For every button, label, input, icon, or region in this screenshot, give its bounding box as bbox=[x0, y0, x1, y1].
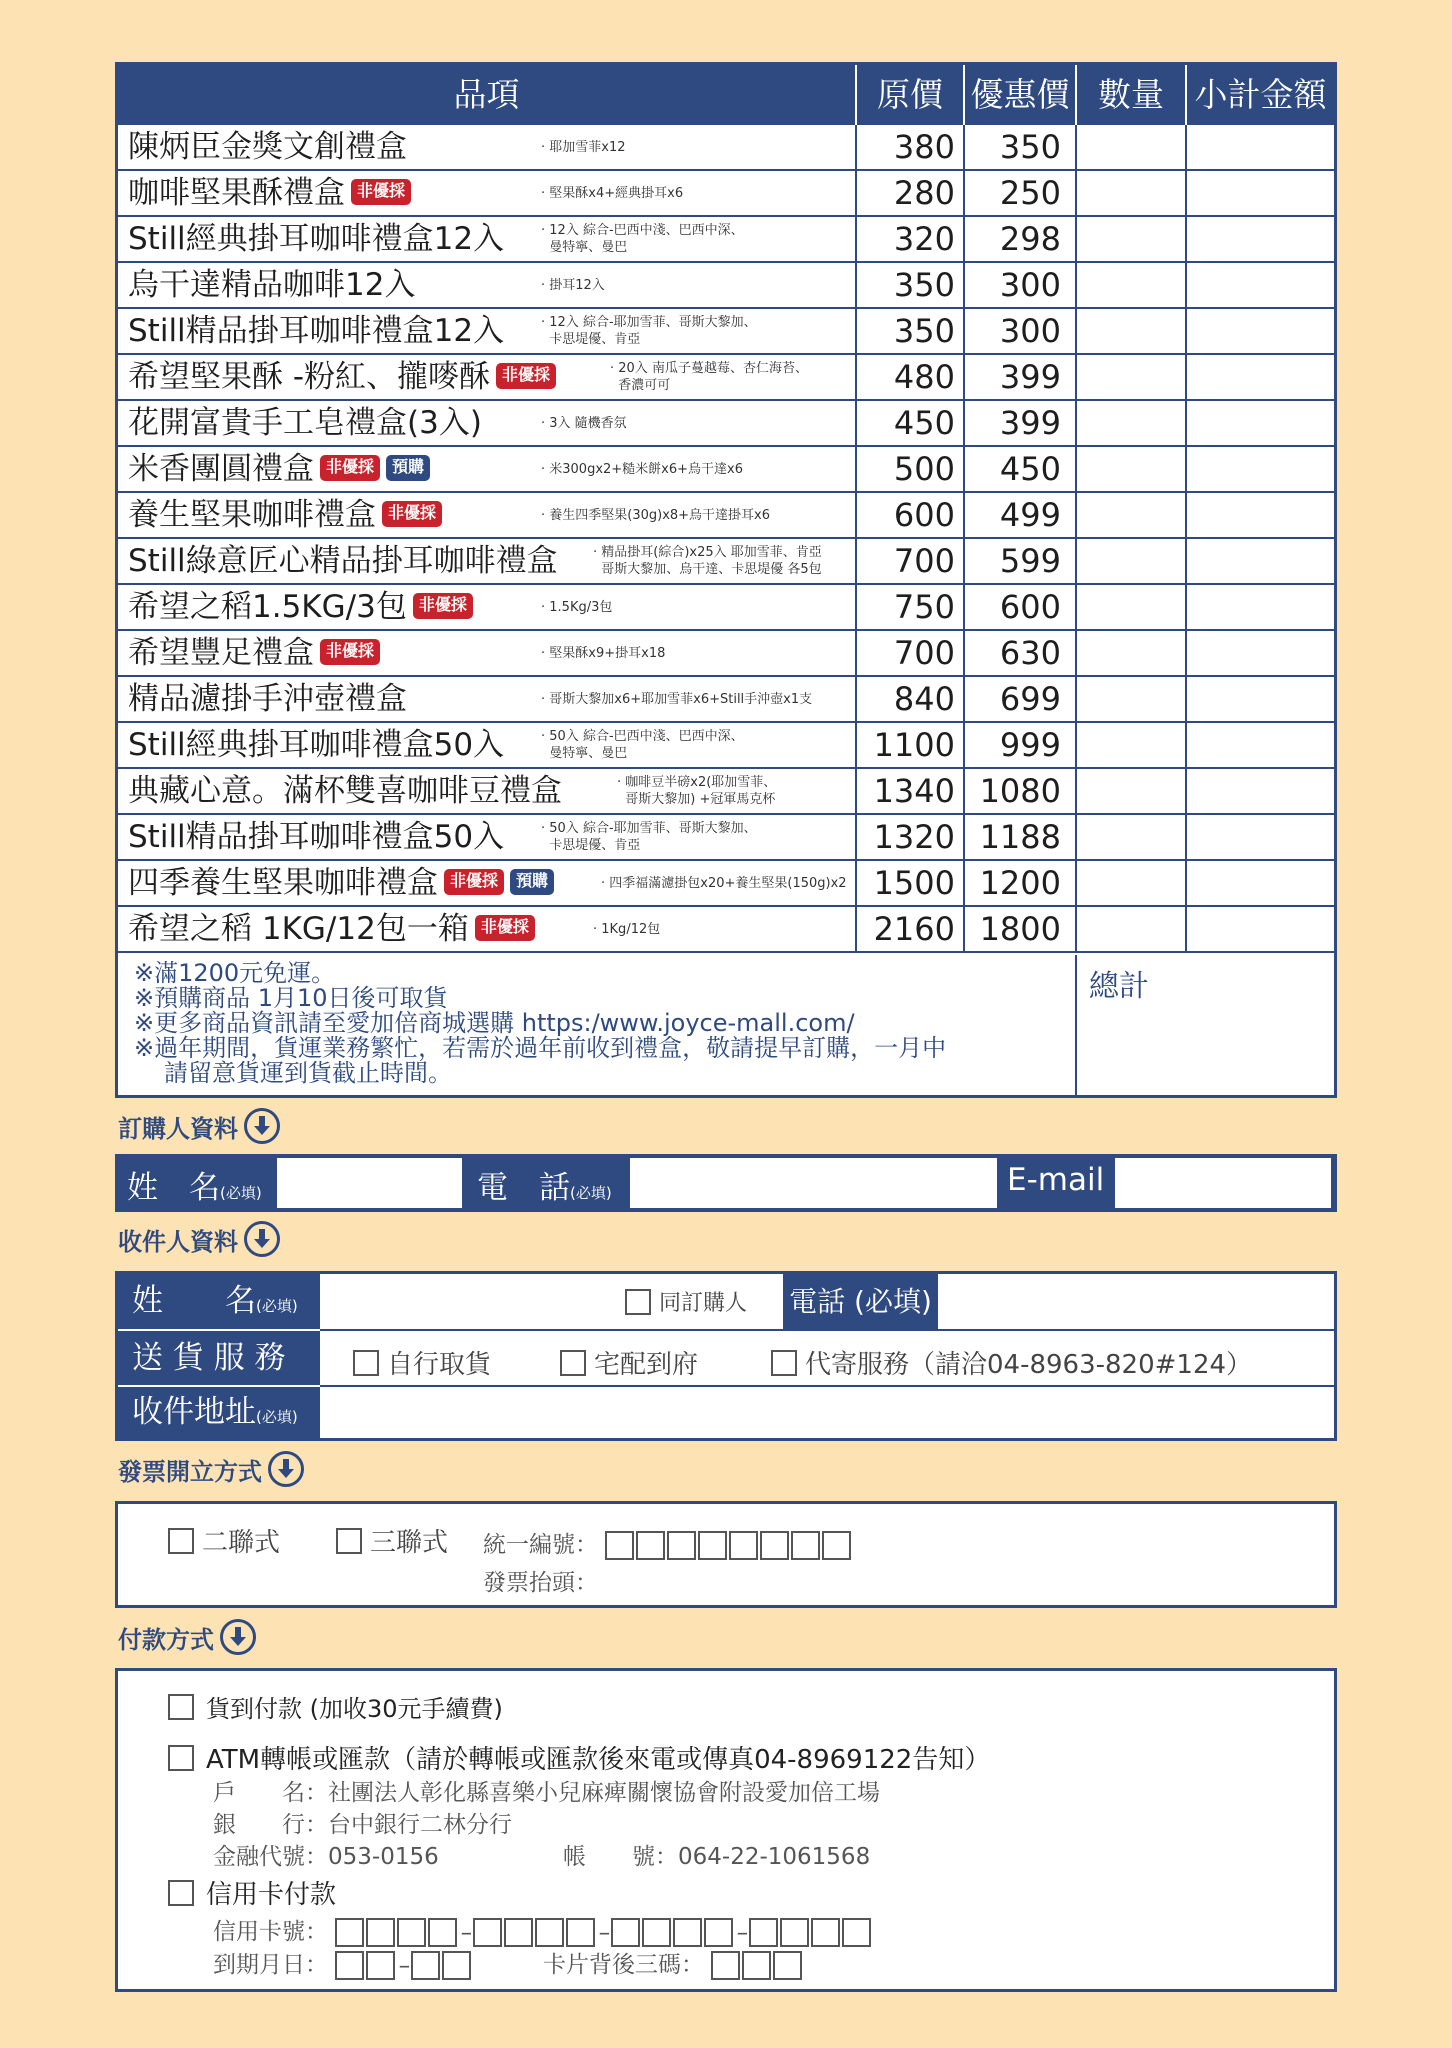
item-name-text: Still經典掛耳咖啡禮盒12入 bbox=[128, 221, 505, 257]
item-description-line: · 1.5Kg/3包 bbox=[541, 599, 613, 615]
option-label: 自行取貨 bbox=[387, 1350, 492, 1380]
item-subtotal-input[interactable] bbox=[1187, 309, 1334, 353]
item-cell bbox=[118, 125, 857, 169]
item-badge: 非優採 bbox=[351, 179, 411, 205]
item-cell bbox=[118, 263, 857, 307]
option-label: 二聯式 bbox=[202, 1528, 281, 1558]
checkbox[interactable] bbox=[168, 1528, 194, 1554]
item-price: 350 bbox=[857, 263, 965, 307]
table-row bbox=[118, 125, 1334, 171]
item-description-line: · 米300gx2+糙米餅x6+烏干達x6 bbox=[541, 461, 744, 477]
item-qty-input[interactable] bbox=[1077, 585, 1187, 629]
payment-credit-option[interactable] bbox=[168, 1874, 336, 1911]
item-price: 280 bbox=[857, 171, 965, 215]
cvv-input[interactable] bbox=[711, 1951, 804, 1980]
checkbox[interactable] bbox=[771, 1350, 797, 1376]
item-description-line: 曼特寧、曼巴 bbox=[541, 746, 628, 761]
item-description bbox=[593, 539, 822, 583]
buyer-email-input[interactable] bbox=[1115, 1158, 1331, 1208]
item-name bbox=[128, 493, 442, 537]
table-row bbox=[118, 493, 1334, 539]
item-badge: 非優採 bbox=[444, 869, 504, 895]
item-name bbox=[128, 769, 562, 813]
item-qty-input[interactable] bbox=[1077, 723, 1187, 767]
note-line: 請留意貨運到貨截止時間。 bbox=[164, 1059, 452, 1087]
item-discount-price: 1188 bbox=[965, 815, 1077, 859]
invoice-box bbox=[115, 1501, 1337, 1608]
item-discount-price: 350 bbox=[965, 125, 1077, 169]
item-cell bbox=[118, 723, 857, 767]
table-row bbox=[118, 263, 1334, 309]
expiry-field bbox=[213, 1946, 473, 1980]
label-text: 姓 名 bbox=[127, 1170, 220, 1206]
item-subtotal-input[interactable] bbox=[1187, 861, 1334, 905]
recipient-section-title bbox=[118, 1221, 280, 1257]
item-qty-input[interactable] bbox=[1077, 401, 1187, 445]
table-row bbox=[118, 677, 1334, 723]
buyer-form bbox=[115, 1154, 1337, 1212]
buyer-name-label bbox=[127, 1162, 262, 1207]
item-description-line: · 精品掛耳(綜合)x25入 耶加雪菲、肯亞 bbox=[593, 545, 822, 560]
item-qty-input[interactable] bbox=[1077, 539, 1187, 583]
item-discount-price: 1200 bbox=[965, 861, 1077, 905]
cvv-label: 卡片背後三碼： bbox=[543, 1952, 704, 1978]
item-discount-price: 300 bbox=[965, 309, 1077, 353]
item-subtotal-input[interactable] bbox=[1187, 125, 1334, 169]
item-discount-price: 630 bbox=[965, 631, 1077, 675]
table-header bbox=[118, 65, 1334, 125]
required-mark: (必填) bbox=[570, 1184, 612, 1202]
option-label: 三聯式 bbox=[370, 1528, 449, 1558]
item-discount-price: 599 bbox=[965, 539, 1077, 583]
table-row bbox=[118, 309, 1334, 355]
table-row bbox=[118, 723, 1334, 769]
table-row bbox=[118, 355, 1334, 401]
item-price: 480 bbox=[857, 355, 965, 399]
expiry-input[interactable]: – bbox=[335, 1951, 473, 1980]
delivery-option-home[interactable] bbox=[560, 1344, 698, 1381]
buyer-section-title bbox=[118, 1108, 280, 1144]
payment-atm-option[interactable] bbox=[168, 1739, 990, 1776]
item-qty-input[interactable] bbox=[1077, 815, 1187, 859]
item-cell bbox=[118, 907, 857, 951]
item-description-line: 卡思堤優、肯亞 bbox=[541, 838, 641, 853]
table-row bbox=[118, 907, 1334, 953]
item-subtotal-input[interactable] bbox=[1187, 677, 1334, 721]
recipient-phone-input[interactable] bbox=[938, 1274, 1334, 1329]
item-subtotal-input[interactable] bbox=[1187, 723, 1334, 767]
item-badge: 非優採 bbox=[320, 455, 380, 481]
item-cell bbox=[118, 355, 857, 399]
address-label bbox=[118, 1387, 320, 1438]
bank-name: 銀 行：台中銀行二林分行 bbox=[213, 1812, 512, 1838]
expiry-label: 到期月日： bbox=[213, 1952, 328, 1978]
item-name-text: 希望豐足禮盒 bbox=[128, 635, 314, 671]
item-price: 1340 bbox=[857, 769, 965, 813]
item-description bbox=[610, 355, 808, 399]
arrow-down-circle-icon bbox=[244, 1221, 280, 1257]
item-name bbox=[128, 401, 482, 445]
item-cell bbox=[118, 401, 857, 445]
option-label: 貨到付款 (加收30元手續費) bbox=[206, 1695, 503, 1723]
card-number-label: 信用卡號： bbox=[213, 1919, 328, 1945]
item-price: 600 bbox=[857, 493, 965, 537]
item-cell bbox=[118, 631, 857, 675]
item-description-line: 香濃可可 bbox=[610, 378, 671, 393]
bank-code: 金融代號：053-0156 bbox=[213, 1844, 439, 1870]
item-qty-input[interactable] bbox=[1077, 447, 1187, 491]
label-text: 收件地址 bbox=[132, 1394, 256, 1430]
item-description bbox=[541, 723, 744, 767]
item-name-text: 烏干達精品咖啡12入 bbox=[128, 267, 416, 303]
table-row bbox=[118, 769, 1334, 815]
item-description bbox=[541, 631, 665, 675]
item-price: 320 bbox=[857, 217, 965, 261]
option-label: 同訂購人 bbox=[659, 1291, 748, 1316]
item-name bbox=[128, 355, 556, 399]
item-description-line: · 3入 隨機香氛 bbox=[541, 415, 627, 431]
item-subtotal-input[interactable] bbox=[1187, 355, 1334, 399]
item-description-line: · 養生四季堅果(30g)x8+烏干達掛耳x6 bbox=[541, 507, 771, 523]
checkbox[interactable] bbox=[168, 1694, 194, 1720]
card-number-input[interactable]: – – – bbox=[335, 1918, 873, 1947]
item-subtotal-input[interactable] bbox=[1187, 171, 1334, 215]
item-description bbox=[541, 401, 627, 445]
invoice-duplicate-option[interactable] bbox=[168, 1522, 280, 1559]
item-name-text: 精品濾掛手沖壺禮盒 bbox=[128, 681, 407, 717]
item-subtotal-input[interactable] bbox=[1187, 815, 1334, 859]
card-number-field bbox=[213, 1913, 873, 1947]
recipient-phone-label: 電話 (必填) bbox=[783, 1274, 938, 1329]
buyer-email-label: E-mail bbox=[1007, 1162, 1105, 1198]
item-discount-price: 298 bbox=[965, 217, 1077, 261]
item-name bbox=[128, 815, 504, 859]
delivery-option-proxy[interactable] bbox=[771, 1344, 1252, 1381]
same-as-buyer-option[interactable] bbox=[625, 1286, 747, 1317]
item-description-line: 哥斯大黎加、烏干達、卡思堤優 各5包 bbox=[593, 562, 822, 577]
item-cell bbox=[118, 493, 857, 537]
item-qty-input[interactable] bbox=[1077, 907, 1187, 951]
item-price: 450 bbox=[857, 401, 965, 445]
item-discount-price: 1800 bbox=[965, 907, 1077, 951]
required-mark: (必填) bbox=[256, 1408, 298, 1426]
item-description bbox=[541, 217, 744, 261]
item-description-line: 卡思堤優、肯亞 bbox=[541, 332, 641, 347]
note-line: ※預購商品 1月10日後可取貨 bbox=[134, 984, 448, 1012]
item-cell bbox=[118, 171, 857, 215]
option-label: 代寄服務（請洽04-8963-820#124） bbox=[805, 1350, 1253, 1380]
total-input[interactable] bbox=[1187, 955, 1334, 1098]
item-subtotal-input[interactable] bbox=[1187, 585, 1334, 629]
table-row bbox=[118, 447, 1334, 493]
item-cell bbox=[118, 539, 857, 583]
payment-cod-option[interactable] bbox=[168, 1689, 503, 1724]
item-description bbox=[617, 769, 776, 813]
item-description-line: 哥斯大黎加) +冠軍馬克杯 bbox=[617, 792, 776, 807]
label-text: 姓 名 bbox=[132, 1283, 256, 1319]
option-label: 信用卡付款 bbox=[206, 1880, 337, 1910]
item-description-line: · 耶加雪菲x12 bbox=[541, 139, 626, 155]
item-name-text: 典藏心意。滿杯雙喜咖啡豆禮盒 bbox=[128, 773, 562, 809]
item-description-line: · 12入 綜合-耶加雪菲、哥斯大黎加、 bbox=[541, 315, 757, 330]
item-name-text: 陳炳臣金獎文創禮盒 bbox=[128, 129, 407, 165]
checkbox[interactable] bbox=[560, 1350, 586, 1376]
item-description bbox=[601, 861, 847, 905]
item-name-text: 希望之稻1.5KG/3包 bbox=[128, 589, 407, 625]
table-row bbox=[118, 401, 1334, 447]
item-name-text: 咖啡堅果酥禮盒 bbox=[128, 175, 345, 211]
item-description-line: · 20入 南瓜子蔓越莓、杏仁海苔、 bbox=[610, 361, 808, 376]
item-name bbox=[128, 907, 535, 951]
product-table bbox=[115, 62, 1337, 1098]
item-qty-input[interactable] bbox=[1077, 355, 1187, 399]
option-label: 宅配到府 bbox=[594, 1350, 699, 1380]
item-name-text: 米香團圓禮盒 bbox=[128, 451, 314, 487]
tax-id-label: 統一編號： bbox=[483, 1532, 598, 1558]
item-qty-input[interactable] bbox=[1077, 677, 1187, 721]
item-name bbox=[128, 171, 411, 215]
checkbox[interactable] bbox=[336, 1528, 362, 1554]
checkbox[interactable] bbox=[353, 1350, 379, 1376]
item-subtotal-input[interactable] bbox=[1187, 217, 1334, 261]
item-subtotal-input[interactable] bbox=[1187, 401, 1334, 445]
item-price: 350 bbox=[857, 309, 965, 353]
item-name bbox=[128, 723, 504, 767]
item-description bbox=[593, 907, 660, 951]
recipient-form bbox=[115, 1271, 1337, 1441]
item-description bbox=[541, 585, 612, 629]
item-name bbox=[128, 447, 430, 491]
item-name bbox=[128, 677, 407, 721]
item-qty-input[interactable] bbox=[1077, 769, 1187, 813]
option-label: ATM轉帳或匯款（請於轉帳或匯款後來電或傳真04-8969122告知） bbox=[206, 1745, 991, 1775]
item-description-line: · 掛耳12入 bbox=[541, 277, 605, 293]
item-description-line: · 50入 綜合-耶加雪菲、哥斯大黎加、 bbox=[541, 821, 757, 836]
tax-id-input[interactable] bbox=[605, 1531, 853, 1560]
item-name-text: 四季養生堅果咖啡禮盒 bbox=[128, 865, 438, 901]
delivery-label: 送 貨 服 務 bbox=[118, 1331, 320, 1385]
item-name bbox=[128, 631, 380, 675]
item-cell bbox=[118, 769, 857, 813]
item-cell bbox=[118, 815, 857, 859]
table-row bbox=[118, 217, 1334, 263]
item-qty-input[interactable] bbox=[1077, 309, 1187, 353]
invoice-triplicate-option[interactable] bbox=[336, 1522, 448, 1559]
item-qty-input[interactable] bbox=[1077, 631, 1187, 675]
item-badge: 預購 bbox=[386, 455, 430, 481]
item-name-text: 希望之稻 1KG/12包一箱 bbox=[128, 911, 469, 947]
table-row bbox=[118, 171, 1334, 217]
item-name-text: 養生堅果咖啡禮盒 bbox=[128, 497, 376, 533]
item-name-text: Still綠意匠心精品掛耳咖啡禮盒 bbox=[128, 543, 558, 579]
tax-id-field bbox=[483, 1526, 853, 1560]
table-row bbox=[118, 539, 1334, 585]
delivery-option-pickup[interactable] bbox=[353, 1344, 491, 1381]
item-description bbox=[541, 447, 743, 491]
item-name-text: Still精品掛耳咖啡禮盒50入 bbox=[128, 819, 505, 855]
item-badge: 非優採 bbox=[320, 639, 380, 665]
item-description bbox=[541, 171, 683, 215]
item-discount-price: 250 bbox=[965, 171, 1077, 215]
item-name bbox=[128, 585, 473, 629]
label-text: 電 話 bbox=[477, 1170, 570, 1206]
item-qty-input[interactable] bbox=[1077, 861, 1187, 905]
item-badge: 預購 bbox=[510, 869, 554, 895]
item-discount-price: 999 bbox=[965, 723, 1077, 767]
payment-title-text: 付款方式 bbox=[118, 1625, 214, 1654]
item-badge: 非優採 bbox=[413, 593, 473, 619]
item-cell bbox=[118, 447, 857, 491]
item-subtotal-input[interactable] bbox=[1187, 769, 1334, 813]
item-cell bbox=[118, 677, 857, 721]
divider bbox=[320, 1329, 1334, 1331]
buyer-phone-input[interactable] bbox=[630, 1158, 997, 1208]
item-cell bbox=[118, 585, 857, 629]
item-price: 1100 bbox=[857, 723, 965, 767]
payment-box bbox=[115, 1668, 1337, 1992]
item-qty-input[interactable] bbox=[1077, 125, 1187, 169]
item-description-line: · 50入 綜合-巴西中淺、巴西中深、 bbox=[541, 729, 744, 744]
buyer-name-input[interactable] bbox=[277, 1158, 462, 1208]
item-subtotal-input[interactable] bbox=[1187, 907, 1334, 951]
arrow-down-circle-icon bbox=[220, 1619, 256, 1655]
total-label: 總計 bbox=[1089, 969, 1149, 1004]
item-name bbox=[128, 125, 407, 169]
payment-section-title bbox=[118, 1619, 256, 1655]
note-line: ※更多商品資訊請至愛加倍商城選購 https:/www.joyce-mall.com/ bbox=[134, 1009, 855, 1037]
item-name bbox=[128, 217, 504, 261]
invoice-section-title bbox=[118, 1451, 304, 1487]
invoice-title-text: 發票開立方式 bbox=[118, 1457, 262, 1486]
required-mark: (必填) bbox=[256, 1297, 298, 1315]
item-badge: 非優採 bbox=[496, 363, 556, 389]
item-subtotal-input[interactable] bbox=[1187, 263, 1334, 307]
item-price: 380 bbox=[857, 125, 965, 169]
item-name-text: Still經典掛耳咖啡禮盒50入 bbox=[128, 727, 505, 763]
note-line: ※滿1200元免運。 bbox=[134, 959, 336, 987]
item-discount-price: 699 bbox=[965, 677, 1077, 721]
item-description-line: 曼特寧、曼巴 bbox=[541, 240, 628, 255]
table-row bbox=[118, 815, 1334, 861]
item-price: 700 bbox=[857, 631, 965, 675]
item-price: 2160 bbox=[857, 907, 965, 951]
cvv-field bbox=[543, 1946, 804, 1980]
account-number: 帳 號：064-22-1061568 bbox=[563, 1844, 871, 1870]
header-item: 品項 bbox=[118, 65, 857, 125]
item-discount-price: 450 bbox=[965, 447, 1077, 491]
item-description-line: · 12入 綜合-巴西中淺、巴西中深、 bbox=[541, 223, 744, 238]
item-description-line: · 堅果酥x9+掛耳x18 bbox=[541, 645, 666, 661]
item-cell bbox=[118, 217, 857, 261]
item-subtotal-input[interactable] bbox=[1187, 447, 1334, 491]
checkbox[interactable] bbox=[625, 1289, 651, 1315]
item-name bbox=[128, 539, 558, 583]
recipient-name-label bbox=[118, 1274, 320, 1329]
item-name-text: Still精品掛耳咖啡禮盒12入 bbox=[128, 313, 505, 349]
item-description bbox=[541, 263, 605, 307]
item-price: 1500 bbox=[857, 861, 965, 905]
header-subtotal: 小計金額 bbox=[1194, 75, 1327, 114]
item-badge: 非優採 bbox=[475, 915, 535, 941]
item-price: 840 bbox=[857, 677, 965, 721]
item-price: 500 bbox=[857, 447, 965, 491]
item-qty-input[interactable] bbox=[1077, 171, 1187, 215]
recipient-title-text: 收件人資料 bbox=[118, 1227, 238, 1256]
buyer-phone-label bbox=[477, 1162, 612, 1207]
item-name-text: 希望堅果酥 -粉紅、攏嘜酥 bbox=[128, 359, 491, 395]
buyer-title-text: 訂購人資料 bbox=[118, 1114, 238, 1143]
checkbox[interactable] bbox=[168, 1745, 194, 1771]
item-qty-input[interactable] bbox=[1077, 493, 1187, 537]
item-price: 1320 bbox=[857, 815, 965, 859]
item-description-line: · 1Kg/12包 bbox=[593, 921, 661, 937]
table-row bbox=[118, 631, 1334, 677]
header-price: 原價 bbox=[857, 65, 965, 125]
item-description bbox=[541, 677, 812, 721]
item-description bbox=[541, 125, 626, 169]
item-name-text: 花開富貴手工皂禮盒(3入) bbox=[128, 405, 482, 441]
item-discount-price: 399 bbox=[965, 401, 1077, 445]
arrow-down-circle-icon bbox=[268, 1451, 304, 1487]
item-subtotal-input[interactable] bbox=[1187, 493, 1334, 537]
item-price: 750 bbox=[857, 585, 965, 629]
item-badge: 非優採 bbox=[382, 501, 442, 527]
item-name bbox=[128, 309, 504, 353]
item-description-line: · 咖啡豆半磅x2(耶加雪菲、 bbox=[617, 775, 777, 790]
account-name: 戶 名：社團法人彰化縣喜樂小兒麻痺關懷協會附設愛加倍工場 bbox=[213, 1780, 880, 1806]
order-notes bbox=[118, 955, 1077, 1098]
item-description bbox=[541, 815, 757, 859]
item-discount-price: 600 bbox=[965, 585, 1077, 629]
item-description-line: · 哥斯大黎加x6+耶加雪菲x6+Still手沖壺x1支 bbox=[541, 691, 813, 707]
item-discount-price: 300 bbox=[965, 263, 1077, 307]
arrow-down-circle-icon bbox=[244, 1108, 280, 1144]
item-description-line: · 堅果酥x4+經典掛耳x6 bbox=[541, 185, 684, 201]
item-subtotal-input[interactable] bbox=[1187, 631, 1334, 675]
item-discount-price: 399 bbox=[965, 355, 1077, 399]
invoice-title-field[interactable]: 發票抬頭： bbox=[483, 1570, 598, 1596]
required-mark: (必填) bbox=[220, 1184, 262, 1202]
item-description bbox=[541, 309, 757, 353]
item-name bbox=[128, 263, 415, 307]
item-cell bbox=[118, 861, 857, 905]
checkbox[interactable] bbox=[168, 1880, 194, 1906]
header-qty: 數量 bbox=[1077, 65, 1187, 125]
item-price: 700 bbox=[857, 539, 965, 583]
item-cell bbox=[118, 309, 857, 353]
table-row bbox=[118, 861, 1334, 907]
item-discount-price: 1080 bbox=[965, 769, 1077, 813]
item-name bbox=[128, 861, 554, 905]
item-qty-input[interactable] bbox=[1077, 217, 1187, 261]
item-subtotal-input[interactable] bbox=[1187, 539, 1334, 583]
item-discount-price: 499 bbox=[965, 493, 1077, 537]
item-description bbox=[541, 493, 770, 537]
header-discount: 優惠價 bbox=[965, 65, 1077, 125]
item-description-line: · 四季福滿濾掛包x20+養生堅果(150g)x2 bbox=[601, 875, 847, 891]
address-input[interactable] bbox=[320, 1387, 1334, 1438]
table-row bbox=[118, 585, 1334, 631]
item-qty-input[interactable] bbox=[1077, 263, 1187, 307]
note-line: ※過年期間，貨運業務繁忙，若需於過年前收到禮盒，敬請提早訂購，一月中 bbox=[134, 1034, 947, 1062]
